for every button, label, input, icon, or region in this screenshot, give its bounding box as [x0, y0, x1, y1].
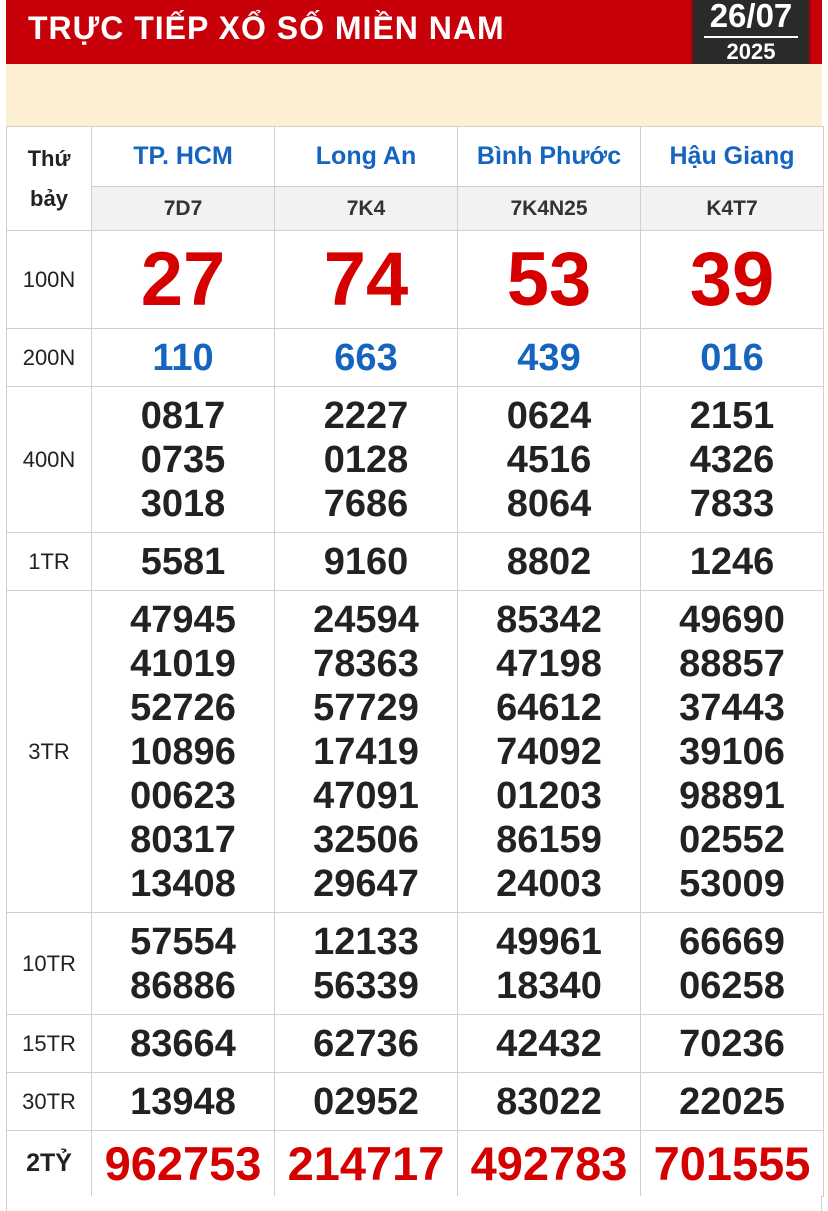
prize-label: 2TỶ: [7, 1131, 92, 1197]
prize-number: 80317: [130, 818, 236, 861]
prize-number: 701555: [653, 1136, 811, 1190]
prize-cell: [641, 231, 824, 329]
prize-label: 3TR: [7, 591, 92, 913]
banner-area: [6, 64, 822, 126]
page-header: [6, 0, 822, 64]
date-badge: [693, 0, 809, 74]
prize-number: 47198: [496, 642, 602, 685]
prize-cell: [92, 329, 275, 387]
prize-number: 88857: [679, 642, 785, 685]
prize-number: 41019: [130, 642, 236, 685]
prize-cell: [275, 533, 458, 591]
prize-label: 400N: [7, 387, 92, 533]
prize-row-3tr: [7, 591, 824, 913]
province-code: K4T7: [641, 187, 824, 231]
prize-cell: [458, 533, 641, 591]
weekday-line-1: Thứ: [27, 145, 71, 171]
prize-number: 78363: [313, 642, 419, 685]
prize-cell: [458, 231, 641, 329]
prize-label: 15TR: [7, 1015, 92, 1073]
prize-number: 02552: [679, 818, 785, 861]
prize-cell: [641, 1073, 824, 1131]
prize-number: 2151: [689, 394, 775, 437]
prize-row-10tr: [7, 913, 824, 1015]
table-footer: [6, 1196, 822, 1211]
prize-label: 200N: [7, 329, 92, 387]
prize-number: 13408: [130, 862, 236, 905]
prize-number: 1246: [689, 540, 775, 583]
prize-cell: [92, 1015, 275, 1073]
prize-number: 42432: [496, 1022, 602, 1065]
prize-number: 24003: [496, 862, 602, 905]
prize-number: 10896: [130, 730, 236, 773]
prize-number: 32506: [313, 818, 419, 861]
date-day: 26/07: [709, 0, 793, 34]
prize-number: 37443: [679, 686, 785, 729]
prize-number: 0128: [323, 438, 409, 481]
prize-number: 18340: [496, 964, 602, 1007]
prize-cell: [275, 591, 458, 913]
prize-number: 74: [323, 236, 409, 322]
province-name[interactable]: TP. HCM: [92, 127, 275, 187]
prize-number: 86159: [496, 818, 602, 861]
prize-number: 110: [152, 336, 214, 379]
prize-number: 214717: [287, 1136, 445, 1190]
prize-cell: [92, 591, 275, 913]
prize-number: 22025: [679, 1080, 785, 1123]
province-name[interactable]: Hậu Giang: [641, 127, 824, 187]
prize-cell: [275, 387, 458, 533]
prize-number: 47091: [313, 774, 419, 817]
prize-cell: [275, 231, 458, 329]
prize-cell: [275, 913, 458, 1015]
prize-number: 016: [700, 336, 764, 379]
prize-cell: [92, 533, 275, 591]
prize-number: 83022: [496, 1080, 602, 1123]
province-name[interactable]: Long An: [275, 127, 458, 187]
prize-number: 24594: [313, 598, 419, 641]
prize-cell: [275, 1015, 458, 1073]
prize-number: 17419: [313, 730, 419, 773]
prize-number: 8064: [506, 482, 592, 525]
prize-row-1tr: [7, 533, 824, 591]
prize-cell: [92, 387, 275, 533]
prize-number: 49690: [679, 598, 785, 641]
prize-cell: [275, 1131, 458, 1197]
prize-cell: [92, 1073, 275, 1131]
province-code: 7D7: [92, 187, 275, 231]
prize-number: 12133: [313, 920, 419, 963]
prize-cell: [92, 1131, 275, 1197]
prize-cell: [458, 387, 641, 533]
prize-cell: [641, 387, 824, 533]
prize-cell: [275, 329, 458, 387]
prize-number: 39106: [679, 730, 785, 773]
prize-cell: [458, 1015, 641, 1073]
prize-number: 2227: [323, 394, 409, 437]
prize-number: 439: [517, 336, 581, 379]
province-code: 7K4N25: [458, 187, 641, 231]
prize-row-200n: [7, 329, 824, 387]
prize-number: 27: [140, 236, 226, 322]
prize-cell: [458, 913, 641, 1015]
prize-cell: [641, 591, 824, 913]
prize-number: 56339: [313, 964, 419, 1007]
prize-cell: [641, 533, 824, 591]
prize-label: 30TR: [7, 1073, 92, 1131]
prize-number: 9160: [323, 540, 409, 583]
prize-number: 492783: [470, 1136, 628, 1190]
province-code-row: [7, 187, 824, 231]
prize-number: 4326: [689, 438, 775, 481]
prize-number: 52726: [130, 686, 236, 729]
prize-number: 57729: [313, 686, 419, 729]
prize-cell: [641, 329, 824, 387]
prize-number: 57554: [130, 920, 236, 963]
prize-number: 74092: [496, 730, 602, 773]
prize-row-30tr: [7, 1073, 824, 1131]
province-name[interactable]: Bình Phước: [458, 127, 641, 187]
prize-cell: [458, 591, 641, 913]
prize-cell: [641, 1015, 824, 1073]
prize-cell: [641, 1131, 824, 1197]
prize-number: 64612: [496, 686, 602, 729]
prize-number: 3018: [140, 482, 226, 525]
prize-label: 100N: [7, 231, 92, 329]
prize-number: 62736: [313, 1022, 419, 1065]
prize-number: 53: [506, 236, 592, 322]
prize-number: 7686: [323, 482, 409, 525]
lottery-results-table: [6, 126, 824, 1197]
prize-number: 70236: [679, 1022, 785, 1065]
prize-number: 00623: [130, 774, 236, 817]
prize-label: 1TR: [7, 533, 92, 591]
prize-row-100n: [7, 231, 824, 329]
prize-number: 0624: [506, 394, 592, 437]
prize-number: 86886: [130, 964, 236, 1007]
prize-number: 0817: [140, 394, 226, 437]
prize-number: 66669: [679, 920, 785, 963]
prize-number: 02952: [313, 1080, 419, 1123]
prize-number: 962753: [104, 1136, 262, 1190]
prize-cell: [275, 1073, 458, 1131]
prize-label: 10TR: [7, 913, 92, 1015]
prize-cell: [458, 329, 641, 387]
prize-number: 47945: [130, 598, 236, 641]
province-header-row: [7, 127, 824, 187]
prize-number: 83664: [130, 1022, 236, 1065]
weekday-line-2: bảy: [30, 185, 68, 211]
prize-number: 01203: [496, 774, 602, 817]
prize-cell: [92, 913, 275, 1015]
prize-cell: [458, 1073, 641, 1131]
prize-number: 0735: [140, 438, 226, 481]
prize-number: 7833: [689, 482, 775, 525]
prize-number: 663: [334, 336, 398, 379]
prize-number: 5581: [140, 540, 226, 583]
prize-cell: [458, 1131, 641, 1197]
prize-cell: [641, 913, 824, 1015]
prize-cell: [92, 231, 275, 329]
prize-number: 29647: [313, 862, 419, 905]
page-title: TRỰC TIẾP XỔ SỐ MIỀN NAM: [28, 10, 505, 46]
prize-row-jackpot: [7, 1131, 824, 1197]
weekday-cell: [7, 127, 92, 231]
prize-number: 53009: [679, 862, 785, 905]
prize-row-15tr: [7, 1015, 824, 1073]
prize-number: 39: [689, 236, 775, 322]
prize-number: 85342: [496, 598, 602, 641]
prize-number: 4516: [506, 438, 592, 481]
prize-number: 49961: [496, 920, 602, 963]
date-year: 2025: [726, 39, 776, 64]
prize-number: 8802: [506, 540, 592, 583]
province-code: 7K4: [275, 187, 458, 231]
prize-number: 98891: [679, 774, 785, 817]
prize-number: 06258: [679, 964, 785, 1007]
prize-row-400n: [7, 387, 824, 533]
prize-number: 13948: [130, 1080, 236, 1123]
